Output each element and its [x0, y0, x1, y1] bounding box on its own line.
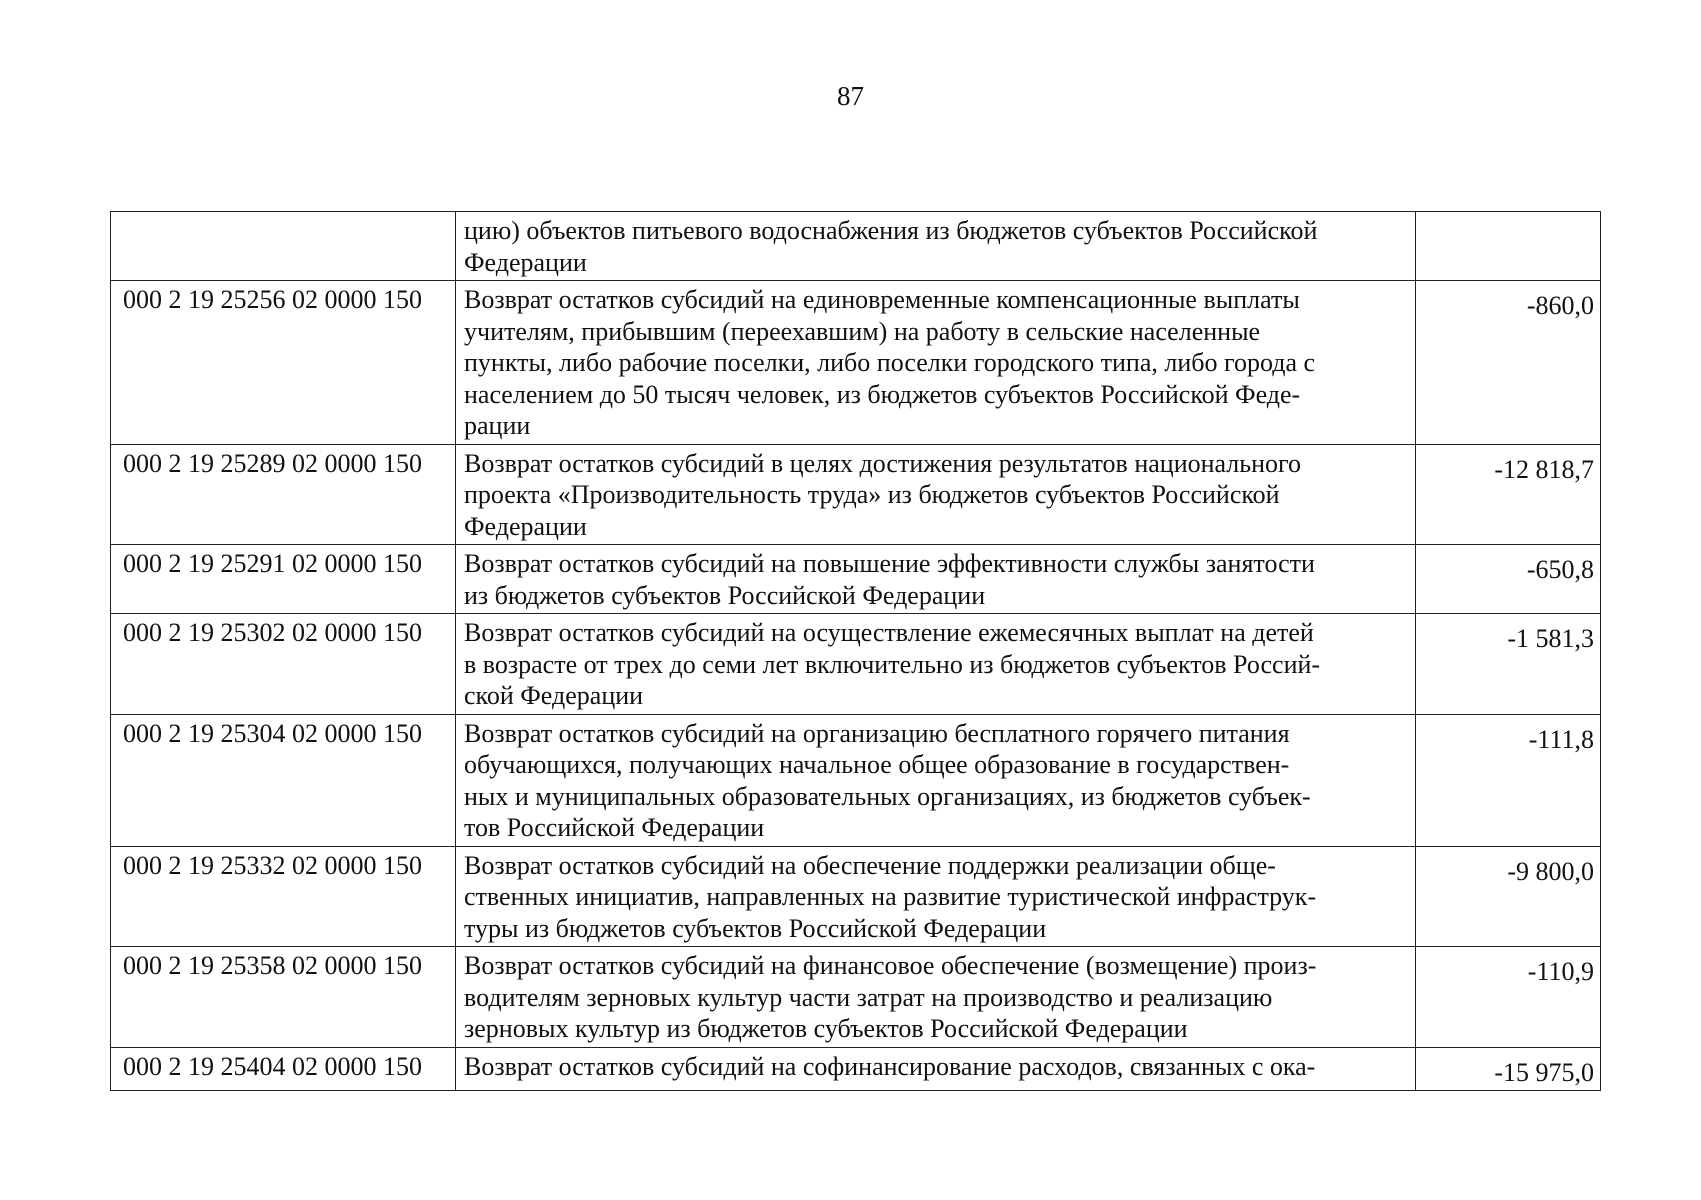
- description-cell: [456, 281, 1416, 445]
- description-line: ных и муниципальных образовательных организациях, из бюджетов субъек-: [464, 781, 1311, 811]
- description-line: Возврат остатков субсидий на организацию бесплатного горячего питания: [464, 718, 1290, 748]
- amount-cell: -15 975,0: [1416, 1047, 1601, 1091]
- budget-code-cell: 000 2 19 25332 02 0000 150: [111, 846, 456, 947]
- description-line: Возврат остатков субсидий на повышение эффективности службы занятости: [464, 549, 1315, 578]
- description-line: пункты, либо рабочие поселки, либо поселки городского типа, либо города с: [464, 348, 1316, 377]
- table-row: [111, 614, 1601, 715]
- description-line: обучающихся, получающих начальное общее образование в государствен-: [464, 750, 1290, 779]
- page-number: 87: [837, 81, 864, 111]
- description-line: ственных инициатив, направленных на развитие туристической инфраструк-: [464, 882, 1317, 911]
- description-line: Возврат остатков субсидий на обеспечение поддержки реализации обще-: [464, 850, 1276, 880]
- description-line: Возврат остатков субсидий в целях достижения результатов национального: [464, 448, 1302, 478]
- description-line: проекта «Производительность труда» из бюджетов субъектов Российской: [464, 480, 1280, 509]
- description-line: Возврат остатков субсидий на осуществление ежемесячных выплат на детей: [464, 618, 1314, 647]
- amount-cell: -111,8: [1416, 714, 1601, 846]
- budget-table: [110, 211, 1601, 1091]
- amount-cell: -1 581,3: [1416, 614, 1601, 715]
- budget-code-cell: 000 2 19 25304 02 0000 150: [111, 714, 456, 846]
- description-line: водителям зерновых культур части затрат на производство и реализацию: [464, 982, 1273, 1012]
- description-line: из бюджетов субъектов Российской Федерации: [464, 580, 986, 610]
- description-line: Возврат остатков субсидий на единовременные компенсационные выплаты: [464, 285, 1300, 314]
- description-cell: [456, 714, 1416, 846]
- description-line: туры из бюджетов субъектов Российской Федерации: [464, 913, 1047, 943]
- table-row: [111, 212, 1601, 281]
- amount-cell: -110,9: [1416, 947, 1601, 1048]
- description-line: ской Федерации: [464, 681, 644, 710]
- description-line: населением до 50 тысяч человек, из бюджетов субъектов Российской Феде-: [464, 379, 1301, 409]
- description-line: Федерации: [464, 247, 587, 277]
- budget-code-cell: 000 2 19 25289 02 0000 150: [111, 444, 456, 545]
- description-line: Федерации: [464, 511, 587, 541]
- budget-code-cell: 000 2 19 25291 02 0000 150: [111, 545, 456, 614]
- description-cell: [456, 444, 1416, 545]
- description-cell: [456, 947, 1416, 1048]
- table-row: [111, 846, 1601, 947]
- budget-code-cell: [111, 212, 456, 281]
- table-row: [111, 444, 1601, 545]
- description-line: учителям, прибывшим (переехавшим) на работу в сельские населенные: [464, 316, 1261, 346]
- table-row: [111, 1047, 1601, 1091]
- description-line: тов Российской Федерации: [464, 813, 765, 842]
- description-line: Возврат остатков субсидий на софинансирование расходов, связанных с ока-: [464, 1051, 1316, 1081]
- description-cell: [456, 614, 1416, 715]
- amount-cell: -12 818,7: [1416, 444, 1601, 545]
- budget-code-cell: 000 2 19 25256 02 0000 150: [111, 281, 456, 445]
- table-row: [111, 281, 1601, 445]
- amount-cell: -860,0: [1416, 281, 1601, 445]
- table-row: [111, 714, 1601, 846]
- description-cell: [456, 545, 1416, 614]
- budget-code-cell: 000 2 19 25358 02 0000 150: [111, 947, 456, 1048]
- description-cell: [456, 846, 1416, 947]
- budget-code-cell: 000 2 19 25302 02 0000 150: [111, 614, 456, 715]
- table-row: [111, 545, 1601, 614]
- description-line: цию) объектов питьевого водоснабжения из бюджетов субъектов Российской: [464, 216, 1318, 245]
- description-line: в возрасте от трех до семи лет включительно из бюджетов субъектов Россий-: [464, 649, 1321, 679]
- description-cell: [456, 1047, 1416, 1091]
- amount-cell: [1416, 212, 1601, 281]
- description-line: рации: [464, 411, 531, 440]
- description-cell: [456, 212, 1416, 281]
- budget-code-cell: 000 2 19 25404 02 0000 150: [111, 1047, 456, 1091]
- amount-cell: -9 800,0: [1416, 846, 1601, 947]
- table-row: [111, 947, 1601, 1048]
- amount-cell: -650,8: [1416, 545, 1601, 614]
- description-line: Возврат остатков субсидий на финансовое обеспечение (возмещение) произ-: [464, 951, 1317, 980]
- description-line: зерновых культур из бюджетов субъектов Российской Федерации: [464, 1014, 1188, 1043]
